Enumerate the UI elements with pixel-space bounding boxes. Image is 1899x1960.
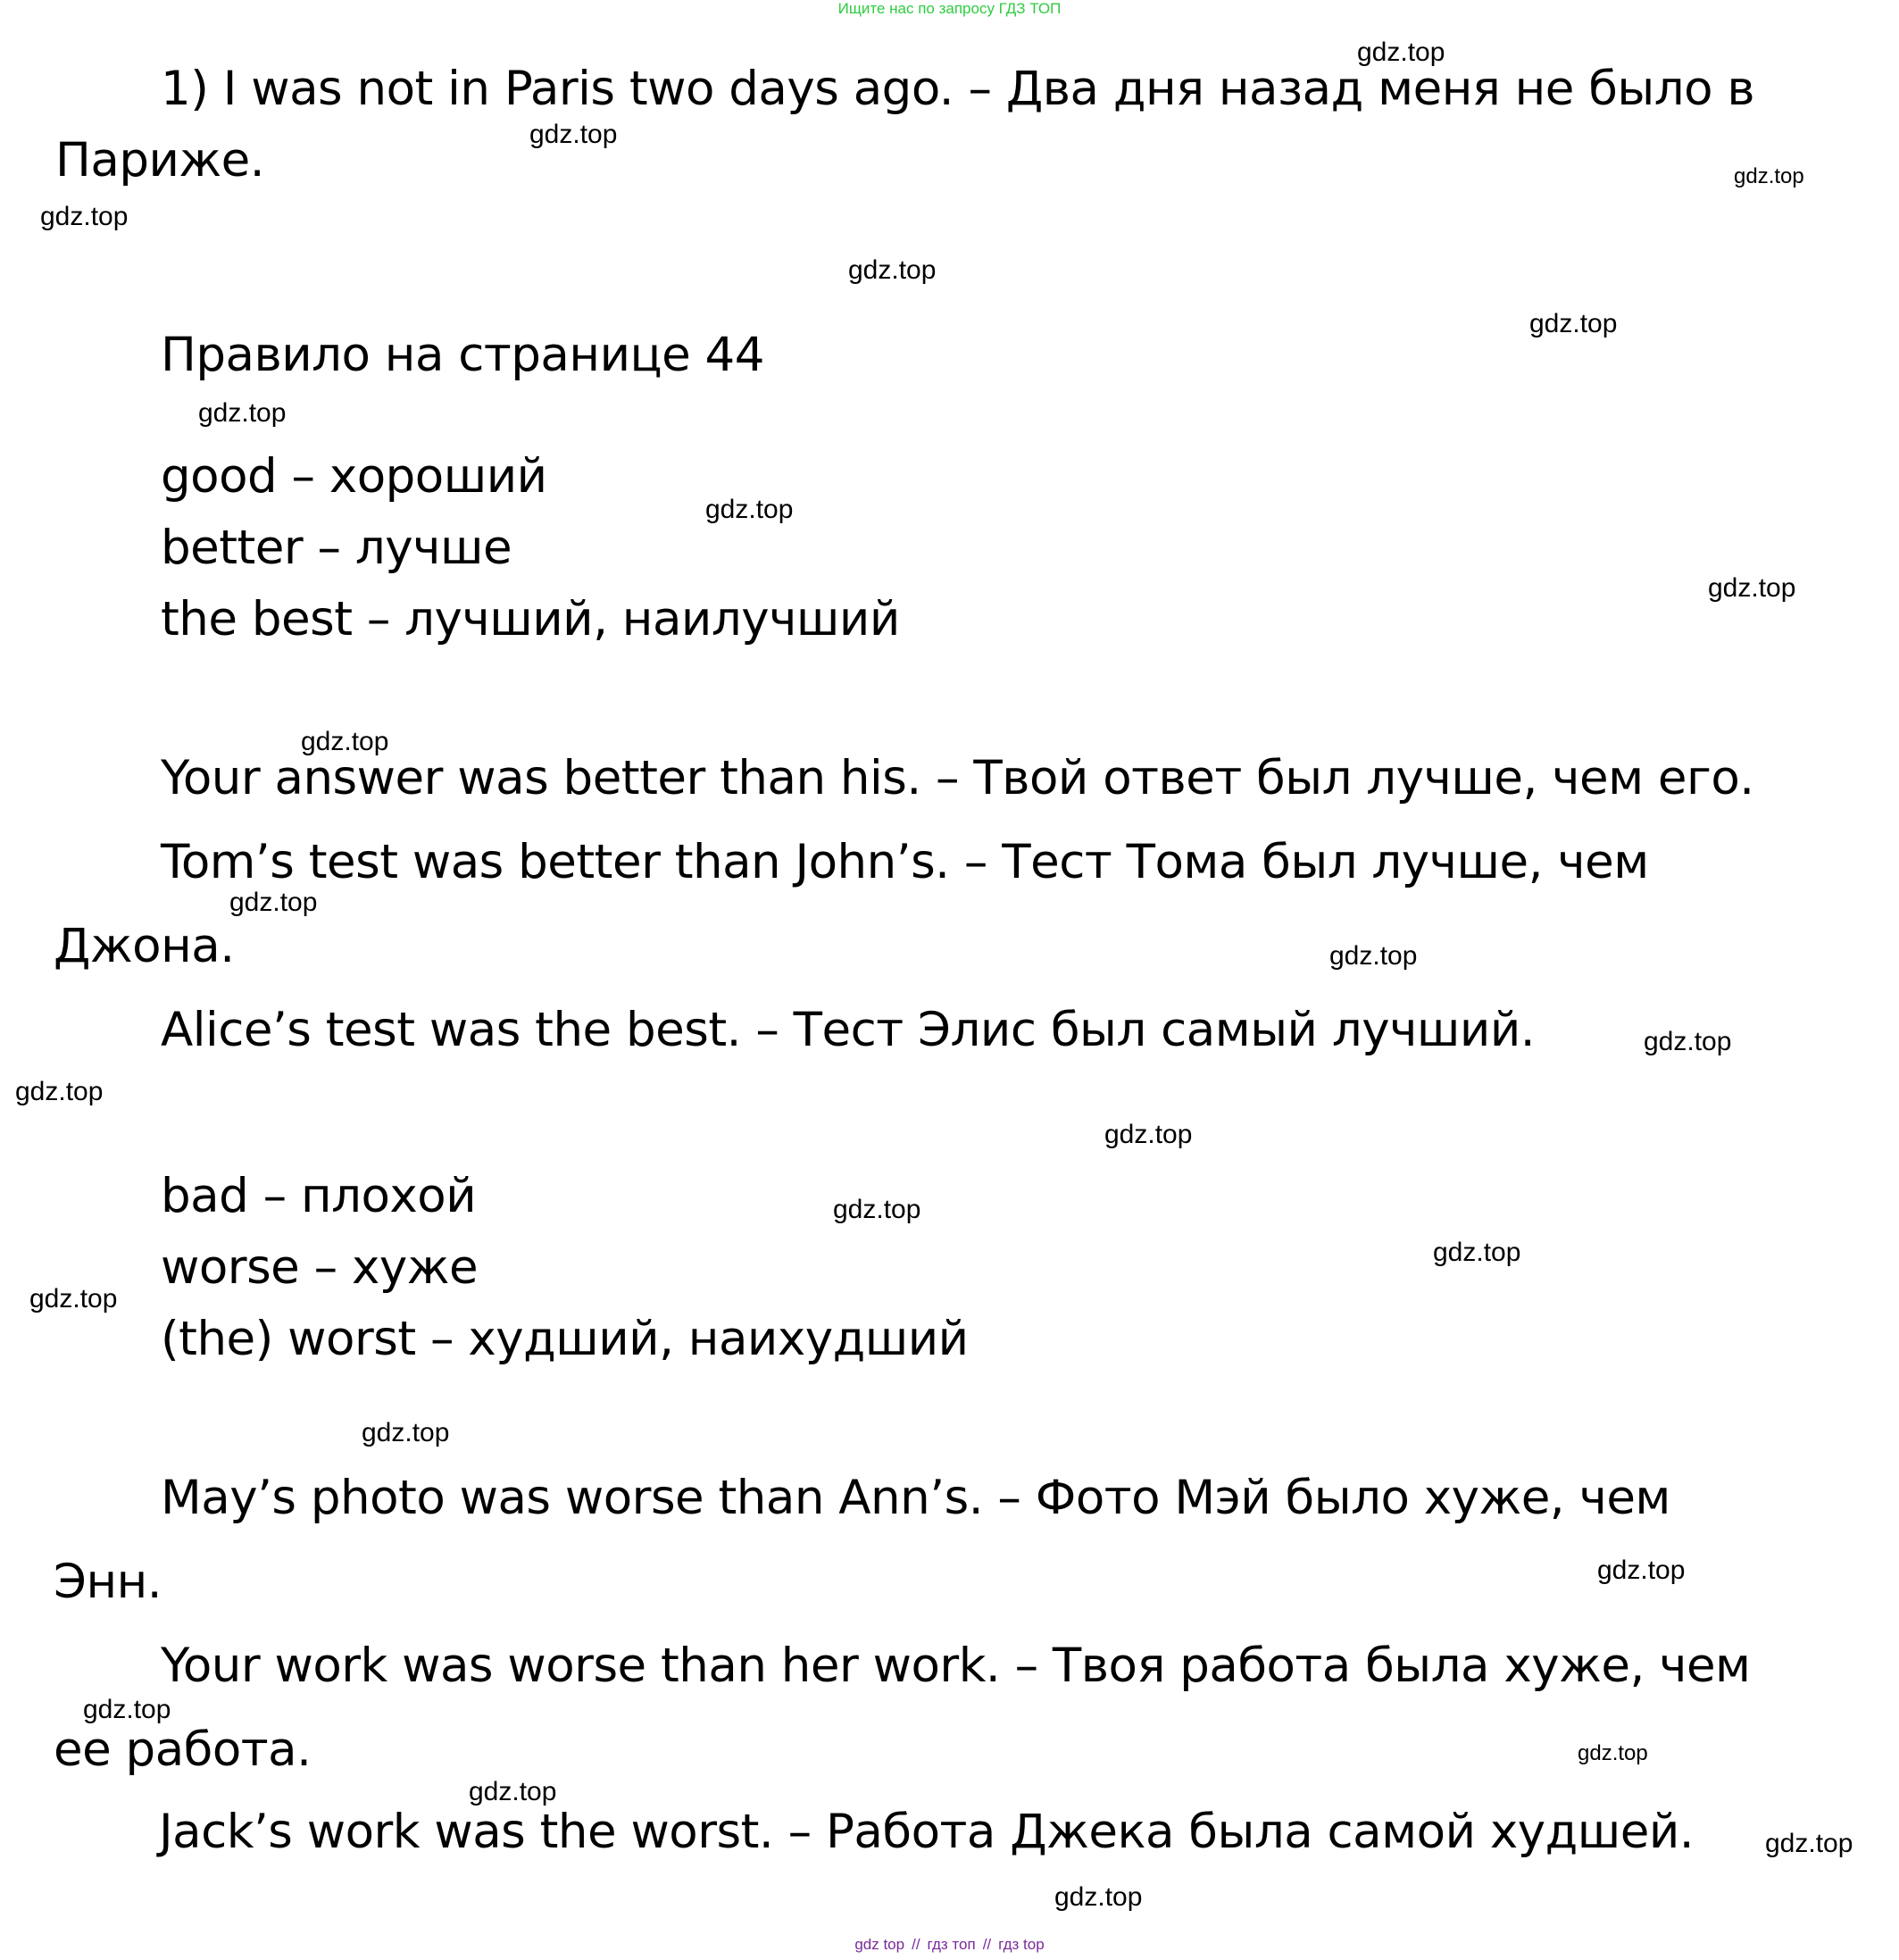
watermark: gdz.top [1765,1829,1853,1858]
footer-item: gdz top [854,1936,905,1953]
top-banner: Ищите нас по запросу ГДЗ ТОП [837,0,1062,17]
watermark: gdz.top [848,255,937,285]
watermark: gdz.top [198,398,287,428]
watermark: gdz.top [229,888,318,917]
watermark: gdz.top [1329,941,1418,971]
text-line: Джона. [54,919,235,973]
text-line: 1) I was not in Paris two days ago. – Два дня назад меня не было в [161,62,1755,116]
watermark: gdz.top [529,120,618,149]
footer-item: гдз top [998,1936,1045,1953]
text-line: Энн. [54,1555,162,1609]
text-line: the best – лучший, наилучший [161,592,900,646]
text-line: Alice’s test was the best. – Тест Элис был самый лучший. [161,1003,1536,1057]
watermark: gdz.top [705,495,794,524]
watermark: gdz.top [469,1777,557,1806]
text-line: better – лучше [161,521,512,575]
watermark: gdz.top [15,1077,104,1106]
watermark: gdz.top [1578,1741,1648,1765]
footer-separator: // [912,1936,920,1953]
text-line: ее работа. [54,1722,312,1777]
text-line: Правило на странице 44 [161,328,764,382]
watermark: gdz.top [1104,1120,1193,1149]
watermark: gdz.top [29,1284,118,1314]
watermark: gdz.top [301,727,389,756]
watermark: gdz.top [1597,1555,1686,1585]
watermark: gdz.top [362,1418,450,1447]
watermark: gdz.top [1054,1882,1143,1912]
text-line: Your work was worse than her work. – Твоя работа была хуже, чем [161,1639,1751,1693]
text-line: Париже. [55,133,265,188]
watermark: gdz.top [1734,164,1804,188]
watermark: gdz.top [1644,1027,1732,1056]
text-line: bad – плохой [161,1169,477,1223]
text-line: May’s photo was worse than Ann’s. – Фото Мэй было хуже, чем [161,1471,1670,1525]
watermark: gdz.top [1708,573,1796,603]
footer [0,1936,1899,1954]
text-line: Tom’s test was better than John’s. – Тест Тома был лучше, чем [161,835,1649,889]
text-line: Jack’s work was the worst. – Работа Джека была самой худшей. [159,1805,1695,1859]
text-line: Your answer was better than his. – Твой ответ был лучше, чем его. [161,751,1754,805]
text-line: (the) worst – худший, наихудший [161,1312,969,1366]
footer-separator: // [982,1936,992,1953]
watermark: gdz.top [40,202,129,231]
footer-item: гдз топ [927,1936,976,1953]
text-line: good – хороший [161,449,547,504]
watermark: gdz.top [1433,1238,1521,1267]
watermark: gdz.top [833,1195,921,1224]
watermark: gdz.top [83,1695,171,1724]
text-line: worse – хуже [161,1240,479,1295]
watermark: gdz.top [1529,309,1618,338]
watermark: gdz.top [1357,38,1445,67]
